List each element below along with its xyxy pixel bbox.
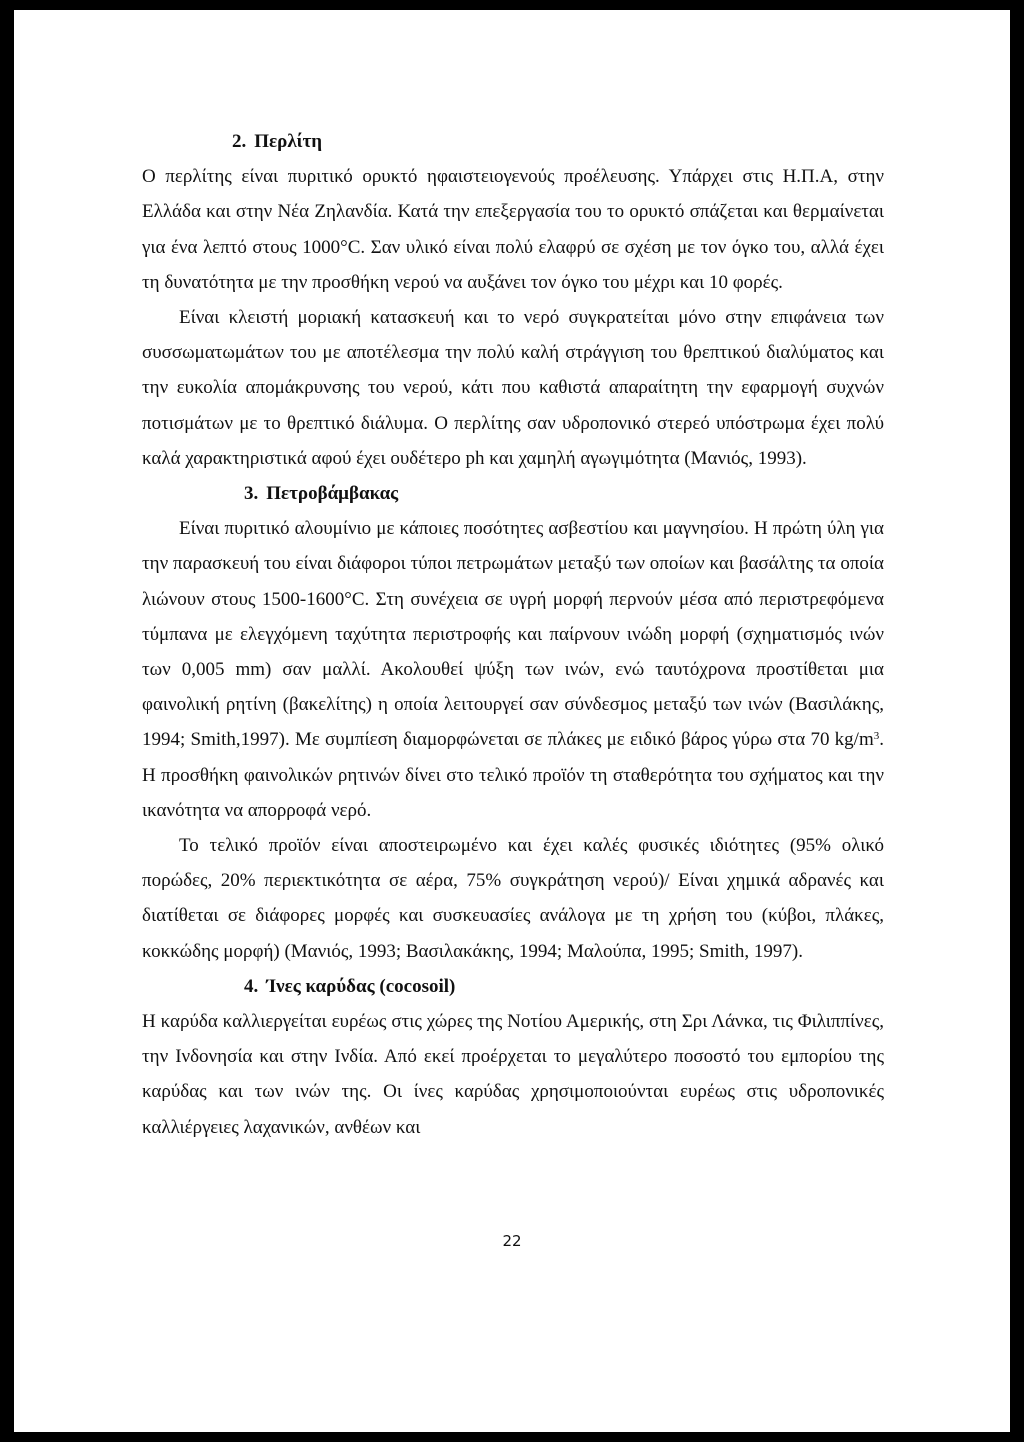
section-number: 2. bbox=[232, 131, 247, 152]
paragraph bbox=[142, 511, 884, 828]
paragraph-text: Είναι πυριτικό αλουμίνιο με κάποιες ποσότητες ασβεστίου και μαγνησίου. Η πρώτη ύλη για την παρασκευή του είναι διάφοροι τύποι πετρωμάτων μεταξύ των οποίων και βασάλτης τα οποία λιώνουν στους 1500-1600°C. Στη συνέχεια σε υγρή μορφή περνούν μέσα από περιστρεφόμενα τύμπανα με ελεγχόμενη ταχύτητα περιστροφής και παίρνουν ινώδη μορφή (σχηματισμός ινών των 0,005 mm) σαν μαλλί. Ακολουθεί ψύξη των ινών, ενώ ταυτόχρονα προστίθεται μια φαινολική ρητίνη (βακελίτης) η οποία λειτουργεί σαν σύνδεσμος μεταξύ των ινών (Βασιλάκης, 1994; Smith,1997). Με συμπίεση διαμορφώνεται σε πλάκες με ειδικό βάρος γύρω στα 70 kg/m bbox=[142, 518, 884, 751]
section-title: Πετροβάμβακας bbox=[266, 483, 399, 505]
paragraph: Είναι κλειστή μοριακή κατασκευή και το νερό συγκρατείται μόνο στην επιφάνεια των συσσωματωμάτων του με αποτέλεσμα την πολύ καλή στράγγιση του θρεπτικού διαλύματος και την ευκολία απομάκρυνσης του νερού, κάτι που καθιστά απαραίτητη την εφαρμογή συχνών ποτισμάτων με το θρεπτικό διάλυμα. Ο περλίτης σαν υδροπονικό στερεό υπόστρωμα έχει πολύ καλά χαρακτηριστικά αφού έχει ουδέτερο ph και χαμηλή αγωγιμότητα (Μανιός, 1993). bbox=[142, 307, 884, 469]
paragraph: Η καρύδα καλλιεργείται ευρέως στις χώρες της Νοτίου Αμερικής, στη Σρι Λάνκα, τις Φιλιππίνες, την Ινδονησία και στην Ινδία. Από εκεί προέρχεται το μεγαλύτερο ποσοστό του εμπορίου της καρύδας και των ινών της. Οι ίνες καρύδας χρησιμοποιούνται ευρέως στις υδροπονικές καλλιέργειες λαχανικών, ανθέων και bbox=[142, 1011, 884, 1138]
paragraph: Το τελικό προϊόν είναι αποστειρωμένο και έχει καλές φυσικές ιδιότητες (95% ολικό πορώδες, 20% περιεκτικότητα σε αέρα, 75% συγκράτηση νερού)/ Είναι χημικά αδρανές και διατίθεται σε διάφορες μορφές και συσκευασίες ανάλογα με τη χρήση του (κύβοι, πλάκες, κοκκώδης μορφή) (Μανιός, 1993; Βασιλακάκης, 1994; Μαλούπα, 1995; Smith, 1997). bbox=[142, 835, 884, 962]
paragraph-text: . Η προσθήκη φαινολικών ρητινών δίνει στο τελικό προϊόν τη σταθερότητα του σχήματος και την ικανότητα να απορροφά νερό. bbox=[142, 729, 884, 821]
section-heading-rockwool bbox=[142, 476, 884, 511]
paragraph: Ο περλίτης είναι πυριτικό ορυκτό ηφαιστειογενούς προέλευσης. Υπάρχει στις Η.Π.Α, στην Ελλάδα και στην Νέα Ζηλανδία. Κατά την επεξεργασία του το ορυκτό σπάζεται και θερμαίνεται για ένα λεπτό στους 1000°C. Σαν υλικό είναι πολύ ελαφρύ σε σχέση με τον όγκο του, αλλά έχει τη δυνατότητα με την προσθήκη νερού να αυξάνει τον όγκο του μέχρι και 10 φορές. bbox=[142, 166, 884, 293]
page-content bbox=[142, 124, 884, 1145]
document-page bbox=[14, 10, 1010, 1432]
section-number: 4. bbox=[244, 975, 259, 997]
superscript: 3 bbox=[873, 730, 880, 743]
section-number: 3. bbox=[244, 483, 259, 505]
section-heading-cocosoil bbox=[142, 969, 884, 1004]
section-title: Περλίτη bbox=[254, 131, 323, 152]
page-number: 22 bbox=[502, 1232, 522, 1250]
section-title: Ίνες καρύδας (cocosoil) bbox=[266, 975, 456, 997]
section-heading-perlite bbox=[142, 124, 884, 159]
